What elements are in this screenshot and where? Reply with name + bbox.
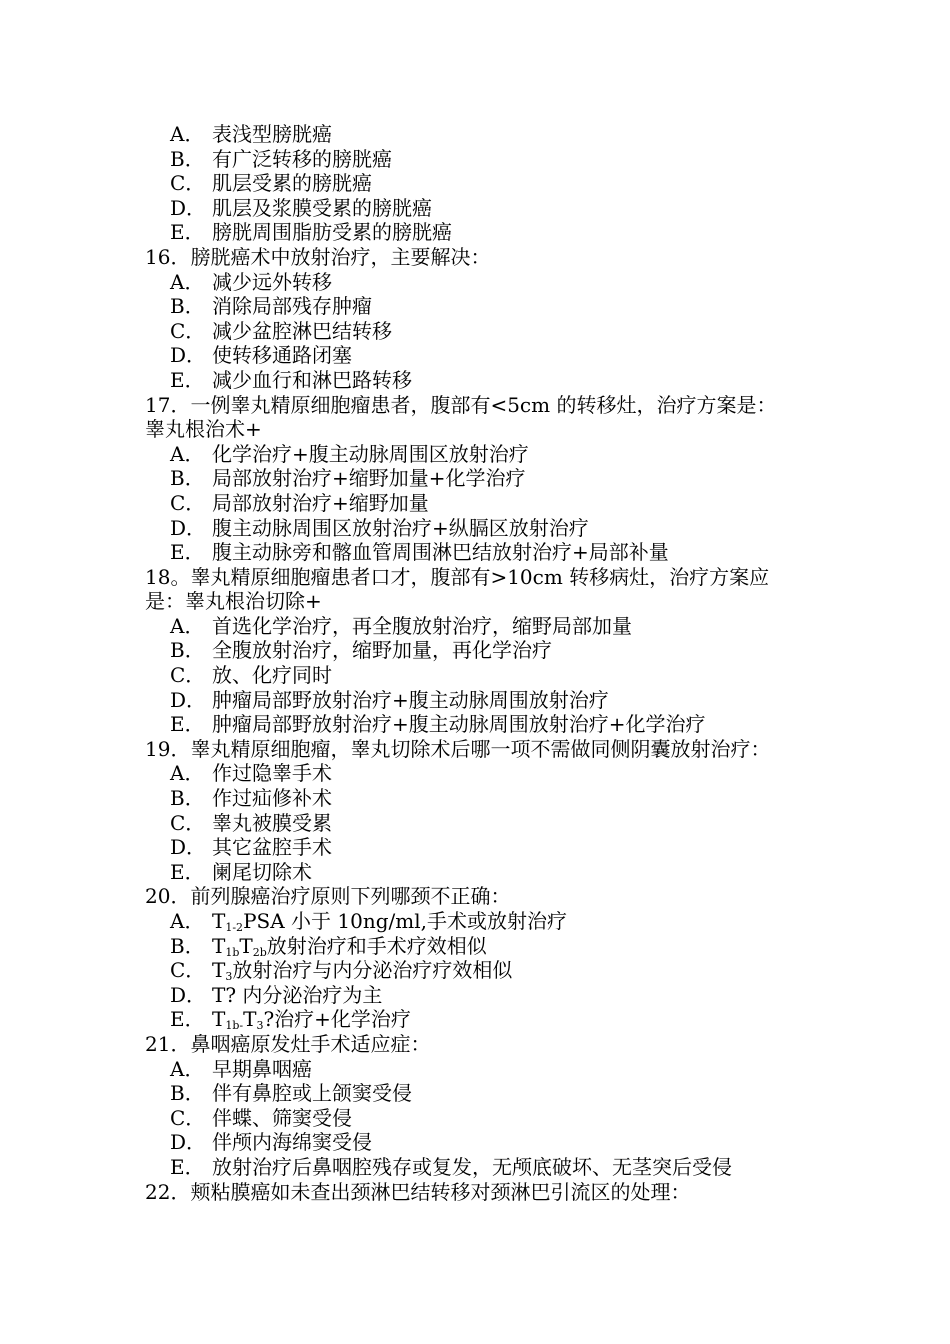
- option-letter: D．: [170, 835, 207, 860]
- option-text: 化学治疗+腹主动脉周围区放射治疗: [212, 441, 529, 466]
- option-letter: D．: [170, 515, 207, 540]
- option-letter: C．: [170, 490, 206, 515]
- answer-option: [145, 122, 845, 147]
- option-text: T: [212, 933, 226, 958]
- option-letter: A．: [170, 122, 205, 146]
- option-text: 阑尾切除术: [212, 859, 312, 884]
- option-letter: A．: [170, 1056, 205, 1081]
- option-letter: C．: [170, 1105, 206, 1130]
- answer-option: [145, 491, 845, 516]
- question-text: [145, 417, 845, 442]
- option-letter: D．: [170, 343, 207, 368]
- answer-option: [145, 761, 845, 786]
- option-letter: B．: [170, 146, 205, 171]
- answer-option: [145, 638, 845, 663]
- option-text: 膀胱周围脂肪受累的膀胱癌: [212, 220, 452, 245]
- question-text: [145, 589, 845, 614]
- option-letter: A．: [170, 909, 205, 933]
- option-letter: D．: [170, 687, 207, 712]
- option-letter: D．: [170, 195, 207, 220]
- option-text: 肿瘤局部野放射治疗+腹主动脉周围放射治疗: [212, 687, 609, 712]
- answer-option: [145, 343, 845, 368]
- option-letter: E．: [170, 1007, 205, 1032]
- answer-option: [145, 614, 845, 639]
- option-text: PSA 小于 10ng/ml,手术或放射治疗: [243, 909, 567, 933]
- question-line-text: 22．颊粘膜癌如未查出颈淋巴结转移对颈淋巴引流区的处理：: [145, 1179, 691, 1204]
- option-letter: C．: [170, 958, 206, 983]
- option-text: 作过隐睾手术: [212, 761, 332, 786]
- option-letter: B．: [170, 638, 205, 663]
- option-text: 首选化学治疗，再全腹放射治疗，缩野局部加量: [212, 613, 632, 638]
- question-text: [145, 1180, 845, 1205]
- option-letter: E．: [170, 367, 205, 392]
- question-line-text: 16．膀胱癌术中放射治疗，主要解决：: [145, 244, 491, 269]
- answer-option: [145, 147, 845, 172]
- option-letter: C．: [170, 318, 206, 343]
- option-letter: A．: [170, 613, 205, 638]
- option-letter: B．: [170, 466, 205, 491]
- option-text: 伴有鼻腔或上颌窦受侵: [212, 1081, 412, 1106]
- option-text: 局部放射治疗+缩野加量: [212, 490, 429, 515]
- question-text: [145, 737, 845, 762]
- subscript-text: 1-2: [225, 921, 244, 934]
- option-text: 腹主动脉旁和髂血管周围淋巴结放射治疗+局部补量: [212, 540, 669, 565]
- answer-option: [145, 1057, 845, 1082]
- option-text: 表浅型膀胱癌: [212, 122, 332, 146]
- subscript-text: 3: [256, 1019, 264, 1033]
- question-line-text: 20．前列腺癌治疗原则下列哪颈不正确：: [145, 884, 511, 909]
- option-letter: D．: [170, 1130, 207, 1155]
- option-text: 局部放射治疗+缩野加量+化学治疗: [212, 466, 526, 491]
- answer-option: [145, 171, 845, 196]
- question-text: [145, 565, 845, 590]
- question-text: [145, 1032, 845, 1057]
- question-line-text: 18。睾丸精原细胞瘤患者口才，腹部有>10cm 转移病灶，治疗方案应: [145, 564, 770, 589]
- option-letter: C．: [170, 810, 206, 835]
- answer-option: [145, 663, 845, 688]
- answer-option: [145, 688, 845, 713]
- answer-option: [145, 934, 845, 959]
- option-text: 放射治疗后鼻咽腔残存或复发，无颅底破坏、无茎突后受侵: [212, 1154, 732, 1179]
- option-text: 其它盆腔手术: [212, 835, 332, 860]
- option-text: T: [212, 909, 226, 933]
- option-text: 肌层及浆膜受累的膀胱癌: [212, 195, 432, 220]
- option-text: 全腹放射治疗，缩野加量，再化学治疗: [212, 638, 552, 663]
- option-letter: B．: [170, 294, 205, 319]
- option-text: 消除局部残存肿瘤: [212, 294, 372, 319]
- option-text: T: [212, 1007, 226, 1032]
- option-text: T: [243, 1007, 257, 1032]
- question-line-text: 19．睾丸精原细胞瘤，睾丸切除术后哪一项不需做同侧阴囊放射治疗：: [145, 736, 771, 761]
- option-letter: E．: [170, 220, 205, 245]
- subscript-text: 3: [225, 970, 233, 984]
- answer-option: [145, 1081, 845, 1106]
- option-text: 有广泛转移的膀胱癌: [212, 146, 392, 171]
- answer-option: [145, 319, 845, 344]
- answer-option: [145, 811, 845, 836]
- subscript-text: 1b: [225, 945, 240, 959]
- question-line-text: 17．一例睾丸精原细胞瘤患者，腹部有<5cm 的转移灶，治疗方案是：: [145, 392, 777, 417]
- answer-option: [145, 540, 845, 565]
- option-letter: C．: [170, 171, 206, 196]
- option-text: ?治疗+化学治疗: [263, 1007, 411, 1032]
- option-text: 放射治疗和手术疗效相似: [266, 933, 487, 958]
- option-text: 早期鼻咽癌: [212, 1056, 312, 1081]
- option-text: 减少盆腔淋巴结转移: [212, 318, 392, 343]
- option-letter: E．: [170, 712, 205, 737]
- answer-option: [145, 958, 845, 983]
- subscript-text: 1b-: [225, 1019, 244, 1033]
- option-text: 肿瘤局部野放射治疗+腹主动脉周围放射治疗+化学治疗: [212, 712, 706, 737]
- option-text: 伴蝶、筛窦受侵: [212, 1105, 352, 1130]
- option-letter: A．: [170, 761, 205, 786]
- answer-option: [145, 983, 845, 1008]
- answer-option: [145, 294, 845, 319]
- option-letter: A．: [170, 441, 205, 466]
- option-letter: D．: [170, 982, 207, 1007]
- answer-option: [145, 196, 845, 221]
- question-text: [145, 884, 845, 909]
- answer-option: [145, 466, 845, 491]
- option-text: 腹主动脉周围区放射治疗+纵膈区放射治疗: [212, 515, 589, 540]
- question-text: [145, 393, 845, 418]
- answer-option: [145, 368, 845, 393]
- option-letter: A．: [170, 269, 205, 294]
- question-list: [145, 122, 845, 1204]
- option-text: 作过疝修补术: [212, 786, 332, 811]
- option-text: T: [239, 933, 253, 958]
- option-letter: B．: [170, 1081, 205, 1106]
- question-line-text: 21．鼻咽癌原发灶手术适应症：: [145, 1031, 431, 1056]
- option-letter: B．: [170, 933, 205, 958]
- option-letter: E．: [170, 859, 205, 884]
- answer-option: [145, 835, 845, 860]
- option-letter: E．: [170, 1154, 205, 1179]
- answer-option: [145, 860, 845, 885]
- answer-option: [145, 1007, 845, 1032]
- answer-option: [145, 516, 845, 541]
- answer-option: [145, 1106, 845, 1131]
- answer-option: [145, 1155, 845, 1180]
- answer-option: [145, 1130, 845, 1155]
- option-letter: B．: [170, 786, 205, 811]
- question-line-text: 是：睾丸根治切除+: [145, 589, 322, 614]
- option-text: 肌层受累的膀胱癌: [212, 171, 372, 196]
- option-text: T: [212, 958, 226, 983]
- answer-option: [145, 270, 845, 295]
- option-text: 使转移通路闭塞: [212, 343, 352, 368]
- option-text: 睾丸被膜受累: [212, 810, 332, 835]
- question-line-text: 睾丸根治术+: [145, 417, 262, 442]
- question-text: [145, 245, 845, 270]
- answer-option: [145, 442, 845, 467]
- subscript-text: 2b: [252, 945, 267, 959]
- answer-option: [145, 712, 845, 737]
- option-letter: C．: [170, 663, 206, 688]
- answer-option: [145, 786, 845, 811]
- answer-option: [145, 220, 845, 245]
- option-letter: E．: [170, 540, 205, 565]
- option-text: 减少血行和淋巴路转移: [212, 367, 412, 392]
- option-text: 伴颅内海绵窦受侵: [212, 1130, 372, 1155]
- option-text: T? 内分泌治疗为主: [212, 982, 383, 1007]
- answer-option: [145, 909, 845, 934]
- option-text: 放射治疗与内分泌治疗疗效相似: [232, 958, 513, 983]
- option-text: 减少远外转移: [212, 269, 332, 294]
- option-text: 放、化疗同时: [212, 663, 332, 688]
